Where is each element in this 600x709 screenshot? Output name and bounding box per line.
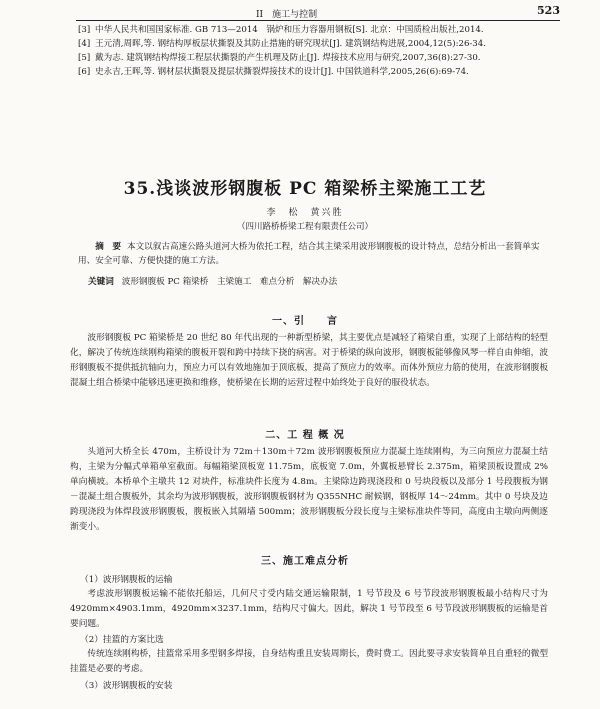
reference-item [78, 66, 548, 79]
section-heading-overview: 二、工 程 概 况 [265, 430, 345, 441]
keywords [88, 275, 548, 287]
article-authors: 李 松 黄兴胜 [266, 208, 344, 218]
reference-number: [5] [78, 53, 91, 63]
body-paragraph: 考虑波形钢腹板运输不能依托船运，几何尺寸受内陆交通运输限制，1 号节段及 6 号节段波形钢腹板最小结构尺寸为 4920mm×4903.1mm，4920mm×3237.1mm，结构尺寸偏大。因此，解决 1 号节段至 6 号节段波形钢腹板的运输是首要问题。 [70, 589, 548, 629]
reference-number: [4] [78, 39, 91, 49]
reference-text: 王元清,周晖,等. 钢结构厚板层状撕裂及其防止措施的研究现状[J]. 建筑钢结构进展,2004,12(5):26-34. [95, 39, 486, 49]
reference-number: [3] [78, 25, 91, 35]
section-heading-difficulties: 三、施工难点分析 [261, 556, 349, 567]
article-title: 35.浅谈波形钢腹板 PC 箱梁桥主梁施工工艺 [123, 179, 487, 199]
reference-item [78, 52, 548, 65]
header-section-title: II 施工与控制 [256, 10, 318, 20]
subsection-label: （1）波形钢腹板的运输 [80, 575, 173, 585]
subsection-label: （2）挂篮的方案比选 [80, 635, 164, 645]
section-heading-introduction: 一、引 言 [272, 316, 338, 327]
body-paragraph: 头道河大桥全长 470m，主桥设计为 72m＋130m＋72m 波形钢腹板预应力混凝土连续刚构，为三向预应力混凝土结构，主梁为分幅式单箱单室截面。每幅箱梁顶板宽 11.75m，底板宽 7.0m，外翼板悬臂长 2.375m，箱梁顶板设置成 2% 单向横坡。本桥单个主墩共 12 对块件，标准块件长度为 4.8m。主梁除边跨现浇段和 0 号块段板以及部分 1 号段腹板为钢－混凝土组合腹板外，其余均为波形钢腹板，波形钢腹板钢材为 Q355NHC 耐候钢，钢板厚 14～24mm。其中 0 号块及边跨现浇段为体焊段波形钢腹板，腹板嵌入其隔墙 500mm；波形钢腹板分段长度与主梁标准块件等同，高度由主墩向两侧逐渐变小。 [70, 447, 548, 532]
abstract-label: 摘 要 [95, 242, 121, 252]
subsection-label: （3）波形钢腹板的安装 [80, 681, 173, 691]
reference-list [78, 24, 548, 80]
reference-item [78, 38, 548, 51]
abstract-text: 本文以叙古高速公路头道河大桥为依托工程，结合其主梁采用波形钢腹板的设计特点，总结分析出一套简单实用、安全可靠、方便快捷的施工方法。 [78, 242, 540, 266]
reference-text: 史永吉,王晖,等. 钢材层状撕裂及提层状撕裂焊接技术的设计[J]. 中国铁道科学,2005,26(6):69-74. [95, 67, 469, 77]
reference-text: 中华人民共和国国家标准. GB 713—2014 锅炉和压力容器用钢板[S]. 北京：中国质检出版社,2014. [95, 25, 484, 35]
running-header [76, 4, 560, 21]
keywords-text: 波形钢腹板 PC 箱梁桥 主梁施工 难点分析 解决办法 [121, 277, 338, 287]
keywords-label: 关键词 [88, 277, 114, 287]
body-paragraph: 传统连续刚构桥，挂篮常采用多型钢多焊接，自身结构重且安装周期长，费时费工。因此要寻求安装简单且自重轻的微型挂篮是必要的考虑。 [70, 649, 548, 674]
reference-number: [6] [78, 67, 91, 77]
reference-item [78, 24, 548, 37]
article-affiliation: （四川路桥桥梁工程有限责任公司） [236, 222, 373, 232]
abstract [78, 240, 546, 268]
reference-text: 戴为志. 建筑钢结构焊接工程层状撕裂的产生机理及防止[J]. 焊接技术应用与研究,2007,36(8):27-30. [95, 53, 481, 63]
body-paragraph: 波形钢腹板 PC 箱梁桥是 20 世纪 80 年代出现的一种新型桥梁，其主要优点是减轻了箱梁自重，实现了上部结构的轻型化，解决了传统连续刚构箱梁的腹板开裂和跨中持续下挠的病害。对于桥梁的纵向波形，钢腹板能够像风琴一样自由伸缩，波形钢腹板不提供抵抗轴向力，预应力可以有效地施加于顶底板，提高了预应力的效率。而体外预应力筋的使用，在波形钢腹板混凝土组合桥梁中能够迅速更换和维修，使桥梁在长期的运营过程中始终处于良好的服役状态。 [70, 333, 548, 388]
page-number: 523 [537, 4, 560, 17]
